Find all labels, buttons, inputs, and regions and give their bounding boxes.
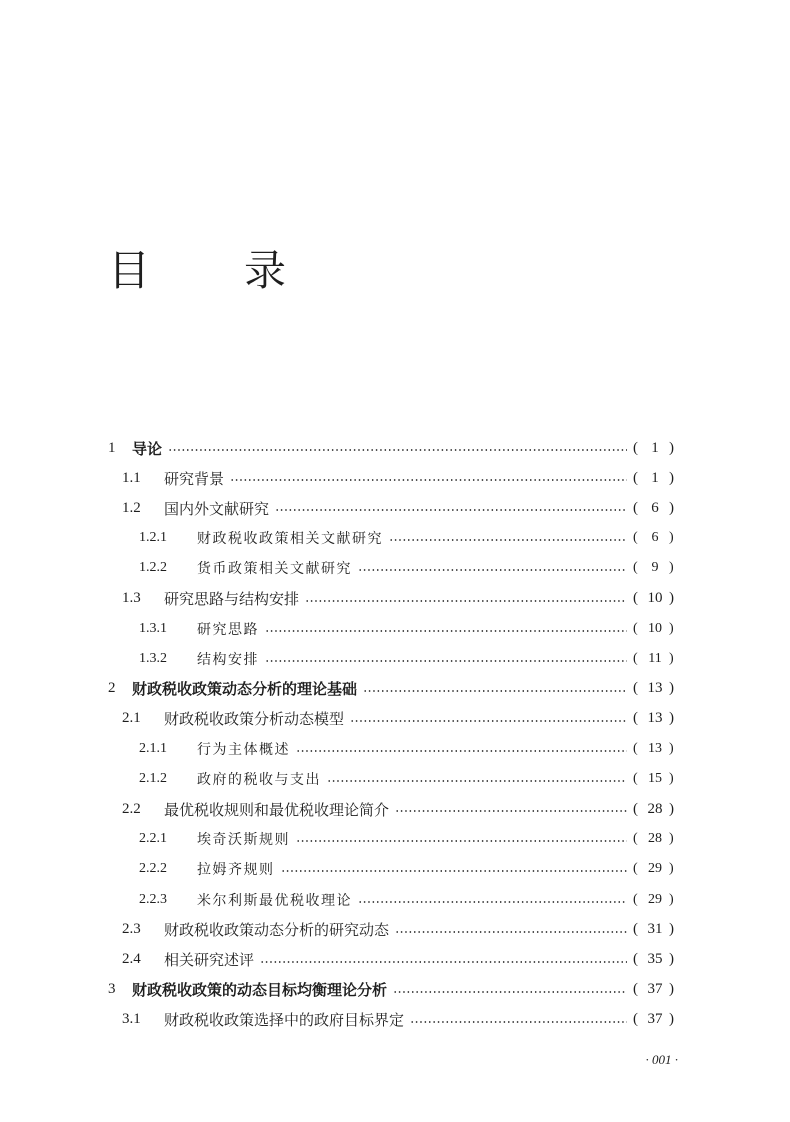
toc-entry[interactable]: [108, 674, 677, 704]
page-number-value: 6: [651, 530, 659, 546]
open-paren: (: [633, 831, 638, 847]
page-number-value: 1: [651, 439, 659, 456]
open-paren: (: [633, 560, 638, 576]
page-number-value: 6: [651, 499, 659, 516]
toc-entry-title: 财政税收政策动态分析的理论基础: [132, 680, 358, 699]
open-paren: (: [633, 771, 638, 787]
close-paren: ): [669, 469, 674, 486]
open-paren: (: [633, 530, 638, 546]
dot-leader: [395, 810, 627, 812]
page-number-value: 37: [647, 1011, 663, 1028]
toc-entry[interactable]: [122, 1005, 677, 1035]
toc-entry[interactable]: [122, 704, 677, 734]
toc-entry-page: [633, 951, 677, 968]
dot-leader: [305, 600, 627, 602]
toc-entry-title: 财政税收政策选择中的政府目标界定: [164, 1011, 405, 1030]
toc-entry-number: 1.2: [122, 499, 141, 516]
dot-leader: [410, 1021, 627, 1023]
toc-entry-number: 3: [108, 981, 116, 998]
toc-entry-title: 埃奇沃斯规则: [197, 832, 290, 849]
dot-leader: [296, 840, 627, 842]
toc-entry-page: [633, 741, 677, 757]
toc-entry-number: 1.3: [122, 590, 141, 606]
open-paren: (: [633, 710, 638, 727]
open-paren: (: [633, 469, 638, 486]
toc-entry[interactable]: [122, 945, 677, 975]
close-paren: ): [669, 710, 674, 727]
close-paren: ): [669, 800, 674, 817]
close-paren: ): [669, 530, 674, 546]
dot-leader: [358, 901, 627, 903]
toc-entry-title: 行为主体概述: [197, 742, 290, 758]
toc-entry-title: 财政税收政策的动态目标均衡理论分析: [132, 981, 388, 1000]
close-paren: ): [669, 741, 674, 756]
toc-entry-number: 1.2.2: [139, 560, 167, 576]
toc-entry-number: 2.2: [122, 800, 141, 817]
close-paren: ): [669, 771, 674, 787]
toc-entry-page: [633, 560, 677, 576]
page-number-value: 1: [651, 469, 659, 486]
open-paren: (: [633, 921, 638, 938]
toc-entry[interactable]: [139, 523, 677, 553]
toc-entry-title: 财政税收政策动态分析的研究动态: [164, 921, 390, 940]
toc-entry-page: [633, 831, 677, 847]
open-paren: (: [633, 800, 638, 817]
close-paren: ): [669, 499, 674, 516]
dot-leader: [327, 780, 627, 782]
toc-entry-title: 财政税收政策相关文献研究: [197, 531, 383, 548]
page-number-value: 13: [647, 710, 663, 727]
dot-leader: [389, 539, 627, 541]
toc-entry[interactable]: [122, 493, 677, 523]
page-number-value: 29: [648, 861, 662, 877]
page-number-value: 31: [647, 921, 663, 938]
page-number-value: 10: [648, 620, 662, 636]
page-number: · 001 ·: [645, 1052, 678, 1067]
toc-entry-page: [633, 621, 677, 637]
toc-entry-title: 财政税收政策分析动态模型: [164, 710, 345, 729]
close-paren: ): [669, 981, 674, 998]
toc-entry-page: [633, 981, 677, 998]
toc-entry-page: [633, 470, 677, 487]
open-paren: (: [633, 1011, 638, 1028]
toc-entry-number: 2.2.1: [139, 831, 167, 847]
toc-entry-page: [633, 440, 677, 457]
toc-entry-number: 2.2.3: [139, 891, 167, 907]
dot-leader: [393, 991, 627, 993]
page-number-value: 37: [647, 981, 663, 998]
toc-entry-number: 2.1: [122, 710, 141, 727]
open-paren: (: [633, 741, 638, 756]
page-number-value: 35: [647, 951, 663, 968]
close-paren: ): [669, 439, 674, 456]
toc-entry-page: [633, 530, 677, 546]
toc-entry-title: 结构安排: [197, 651, 259, 668]
close-paren: ): [669, 1011, 674, 1028]
dot-leader: [168, 449, 627, 451]
open-paren: (: [633, 680, 638, 697]
toc-entry-title: 政府的税收与支出: [197, 772, 321, 789]
close-paren: ): [669, 891, 674, 907]
toc-entry-number: 2.1.1: [139, 741, 167, 756]
toc-entry-number: 2.3: [122, 921, 141, 938]
toc-entry-page: [633, 680, 677, 697]
close-paren: ): [669, 861, 674, 877]
toc-entry-page: [633, 500, 677, 517]
open-paren: (: [633, 650, 638, 666]
dot-leader: [296, 750, 627, 752]
dot-leader: [265, 630, 627, 632]
page-number-value: 9: [651, 560, 659, 576]
toc-entry-page: [633, 771, 677, 787]
toc-entry-number: 1.3.2: [139, 650, 167, 666]
toc-entry[interactable]: [139, 764, 677, 794]
toc-entry-page: [633, 801, 677, 818]
toc-entry[interactable]: [108, 975, 677, 1005]
toc-entry[interactable]: [122, 915, 677, 945]
dot-leader: [260, 961, 627, 963]
open-paren: (: [633, 439, 638, 456]
close-paren: ): [669, 650, 674, 666]
toc-entry[interactable]: [122, 463, 677, 493]
toc-entry-title: 米尔利斯最优税收理论: [197, 892, 352, 909]
dot-leader: [230, 479, 627, 481]
open-paren: (: [633, 891, 638, 907]
toc-entry[interactable]: [122, 584, 677, 614]
close-paren: ): [669, 921, 674, 938]
toc-entry[interactable]: [108, 433, 677, 463]
open-paren: (: [633, 620, 638, 636]
toc-entry-title: 研究思路: [197, 621, 259, 638]
toc-entry-title: 货币政策相关文献研究: [197, 561, 352, 578]
close-paren: ): [669, 680, 674, 697]
toc-entry[interactable]: [139, 854, 677, 884]
dot-leader: [275, 509, 627, 511]
open-paren: (: [633, 981, 638, 998]
toc-entry-number: 2: [108, 680, 116, 697]
toc-entry-page: [633, 892, 677, 908]
close-paren: ): [669, 620, 674, 636]
toc-entry[interactable]: [139, 885, 677, 915]
toc-entry-title: 最优税收规则和最优税收理论简介: [164, 800, 390, 819]
close-paren: ): [669, 951, 674, 968]
toc-entry-title: 研究思路与结构安排: [164, 590, 300, 608]
toc-entry-page: [633, 590, 677, 607]
toc-entry[interactable]: [139, 734, 677, 764]
toc-entry-page: [633, 1011, 677, 1028]
page-number-value: 13: [648, 741, 662, 756]
dot-leader: [350, 720, 627, 722]
open-paren: (: [633, 590, 638, 606]
dot-leader: [265, 660, 627, 662]
toc-entry[interactable]: [139, 644, 677, 674]
toc-entry[interactable]: [139, 614, 677, 644]
page-number-value: 29: [648, 891, 662, 907]
toc-entry-number: 2.1.2: [139, 771, 167, 787]
toc-entry[interactable]: [139, 824, 677, 854]
page-number-value: 13: [647, 680, 663, 697]
dot-leader: [358, 569, 627, 571]
toc-entry-number: 1.3.1: [139, 620, 167, 636]
toc-entry-title: 国内外文献研究: [164, 499, 270, 518]
close-paren: ): [669, 560, 674, 576]
page-number-value: 28: [648, 831, 662, 847]
toc-entry-number: 1: [108, 439, 116, 456]
toc-entry-page: [633, 651, 677, 667]
open-paren: (: [633, 951, 638, 968]
toc-entry-page: [633, 710, 677, 727]
toc-entry-number: 2.4: [122, 951, 141, 968]
page-number-value: 10: [647, 590, 663, 606]
page-number-value: 28: [647, 800, 663, 817]
close-paren: ): [669, 590, 674, 606]
dot-leader: [363, 690, 627, 692]
dot-leader: [281, 870, 628, 872]
toc-entry[interactable]: [122, 794, 677, 824]
page-title: 目 录: [108, 246, 313, 295]
close-paren: ): [669, 831, 674, 847]
page-number-value: 15: [648, 771, 662, 787]
toc-entry-title: 研究背景: [164, 469, 225, 488]
page-number-value: 11: [648, 650, 662, 666]
toc-entry-title: 相关研究述评: [164, 951, 255, 970]
toc-entry-title: 导论: [132, 439, 163, 458]
toc-entry-number: 2.2.2: [139, 861, 167, 877]
toc-entry-page: [633, 861, 677, 877]
toc-entry[interactable]: [139, 553, 677, 583]
open-paren: (: [633, 861, 638, 877]
dot-leader: [395, 931, 627, 933]
toc-entry-page: [633, 921, 677, 938]
toc-entry-number: 1.1: [122, 469, 141, 486]
toc-entry-number: 3.1: [122, 1011, 141, 1028]
open-paren: (: [633, 499, 638, 516]
toc-entry-title: 拉姆齐规则: [197, 862, 275, 879]
toc-entry-number: 1.2.1: [139, 530, 167, 546]
